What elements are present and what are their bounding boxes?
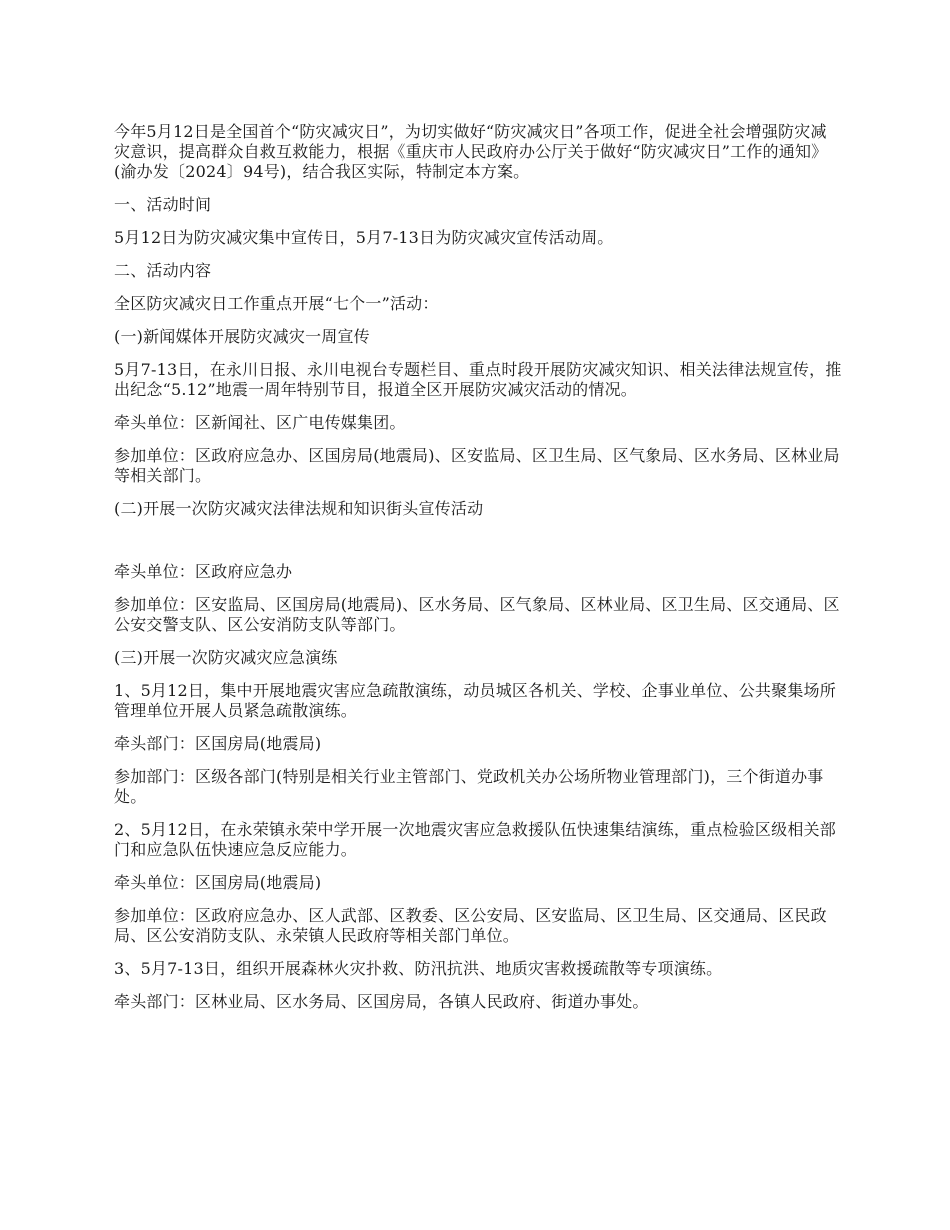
street-publicity-participating-units: 参加单位：区安监局、区国房局(地震局)、区水务局、区气象局、区林业局、区卫生局、区交通局、区公安交警支队、区公安消防支队等部门。 [114,595,840,634]
subsection-heading-media: (一)新闻媒体开展防灾减灾一周宣传 [114,327,370,346]
media-lead-unit: 牵头单位：区新闻社、区广电传媒集团。 [114,413,406,432]
drill-item-1-participating-departments: 参加部门：区级各部门(特别是相关行业主管部门、党政机关办公场所物业管理部门)，三个街道办事处。 [114,767,824,806]
drill-item-3: 3、5月7-13日，组织开展森林火灾扑救、防汛抗洪、地质灾害救援疏散等专项演练。 [114,959,723,978]
section-heading-activity-content: 二、活动内容 [114,261,212,280]
drill-item-2: 2、5月12日，在永荣镇永荣中学开展一次地震灾害应急救援队伍快速集结演练，重点检验区级相关部门和应急队伍快速应急反应能力。 [114,820,836,859]
media-participating-units: 参加单位：区政府应急办、区国房局(地震局)、区安监局、区卫生局、区气象局、区水务局、区林业局等相关部门。 [114,446,840,485]
drill-item-3-lead-departments: 牵头部门：区林业局、区水务局、区国房局，各镇人民政府、街道办事处。 [114,992,649,1011]
section-heading-activity-time: 一、活动时间 [114,195,212,214]
media-paragraph: 5月7-13日，在永川日报、永川电视台专题栏目、重点时段开展防灾减灾知识、相关法律法规宣传，推出纪念“5.12”地震一周年特别节目，报道全区开展防灾减灾活动的情况。 [114,360,842,399]
document-body [114,122,842,1025]
street-publicity-lead-unit: 牵头单位：区政府应急办 [114,562,293,581]
activity-content-intro: 全区防灾减灾日工作重点开展“七个一”活动： [114,294,439,313]
blank-space [114,532,842,562]
drill-item-1: 1、5月12日，集中开展地震灾害应急疏散演练，动员城区各机关、学校、企事业单位、公共聚集场所管理单位开展人员紧急疏散演练。 [114,681,836,720]
drill-item-1-lead-department: 牵头部门：区国房局(地震局) [114,734,322,753]
drill-item-2-lead-unit: 牵头单位：区国房局(地震局) [114,873,322,892]
drill-item-2-participating-units: 参加单位：区政府应急办、区人武部、区教委、区公安局、区安监局、区卫生局、区交通局、区民政局、区公安消防支队、永荣镇人民政府等相关部门单位。 [114,906,827,945]
subsection-heading-street-publicity: (二)开展一次防灾减灾法律法规和知识街头宣传活动 [114,499,484,518]
subsection-heading-drill: (三)开展一次防灾减灾应急演练 [114,648,338,667]
activity-time-paragraph: 5月12日为防灾减灾集中宣传日，5月7-13日为防灾减灾宣传活动周。 [114,228,614,247]
intro-paragraph: 今年5月12日是全国首个“防灾减灾日”，为切实做好“防灾减灾日”各项工作，促进全社会增强防灾减灾意识，提高群众自救互救能力，根据《重庆市人民政府办公厅关于做好“防灾减灾日”工作的通知》(渝办发〔2024〕94号)，结合我区实际，特制定本方案。 [114,122,828,181]
